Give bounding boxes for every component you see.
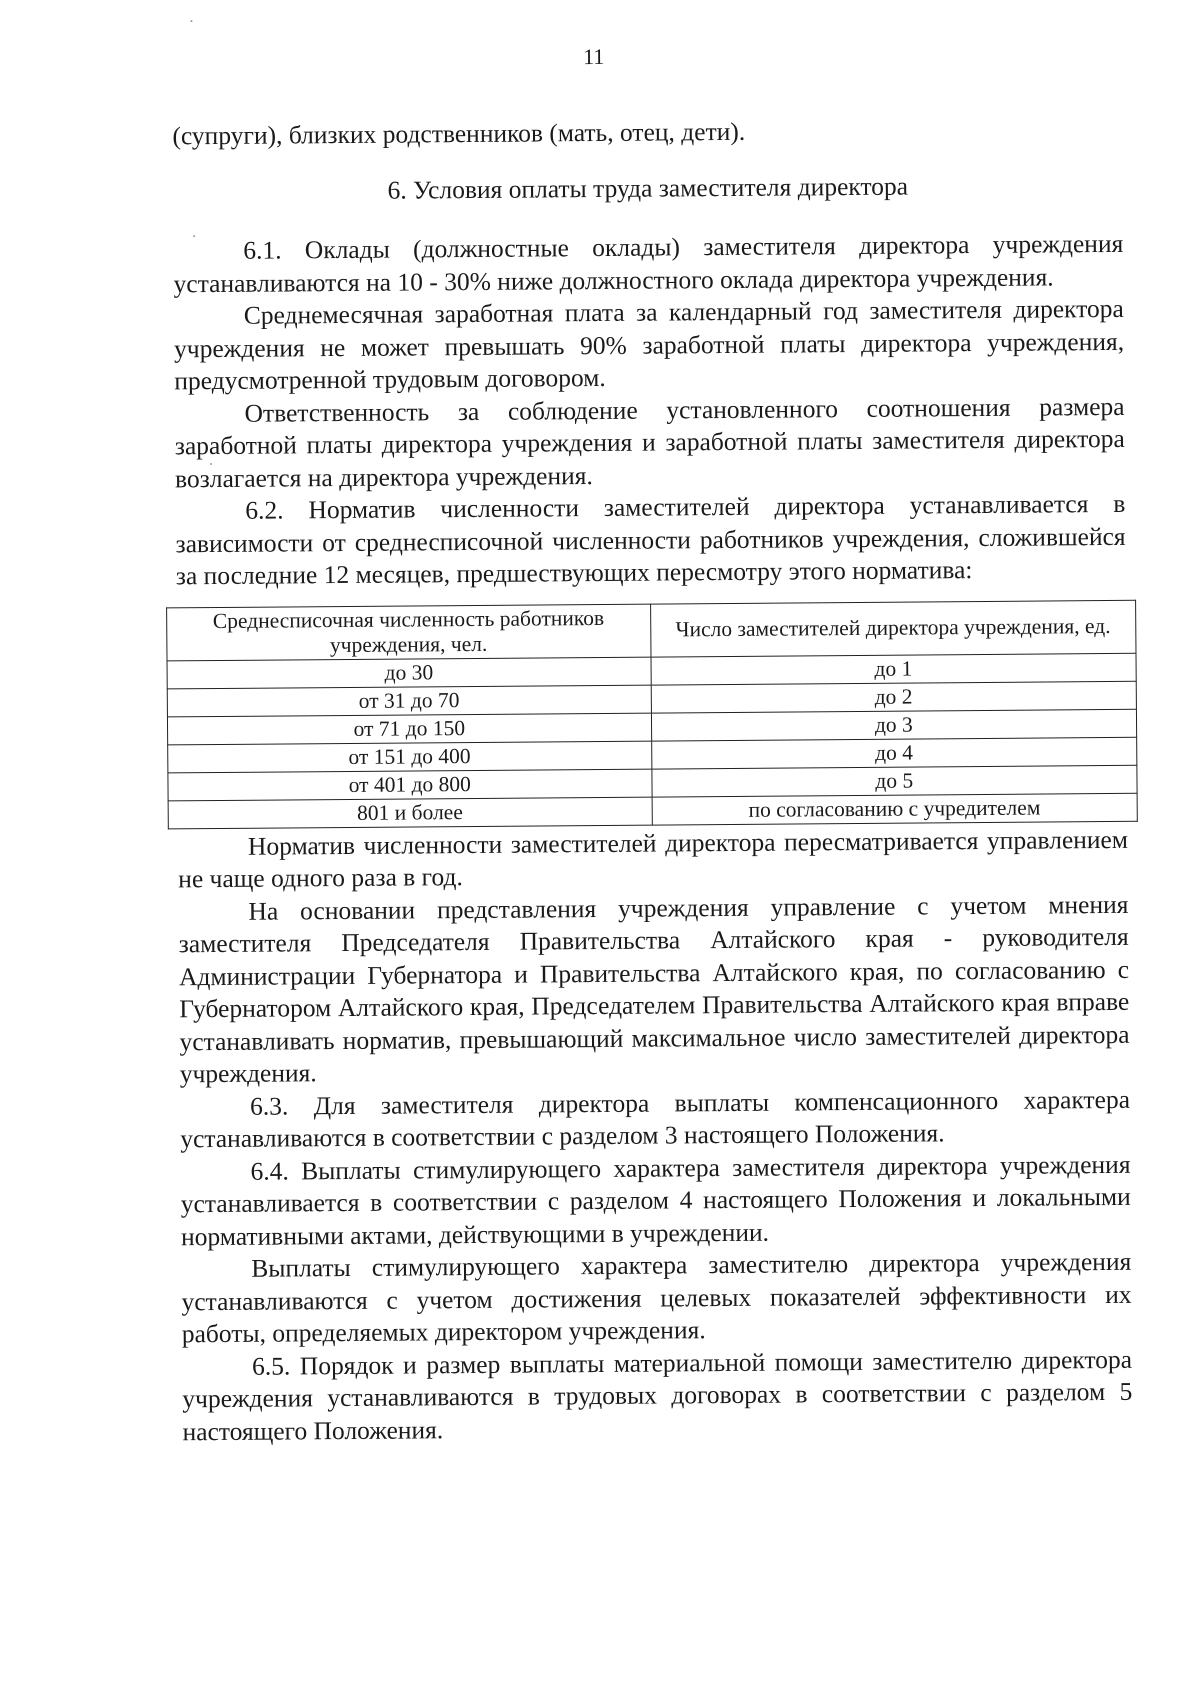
paragraph-6-4: 6.4. Выплаты стимулирующего характера заместителя директора учреждения устанавливается в соответствии с разделом 4 настоящего Положения и локальными нормативными актами, действующими в учреждении. [180,1149,1131,1251]
paragraph-6-1: 6.1. Оклады (должностные оклады) заместителя директора учреждения устанавливаются на 10 - 30% ниже должностного оклада директора учреждения. [173,228,1124,298]
table-header-headcount: Среднесписочная численность работников учреждения, чел. [167,604,651,661]
paragraph-6-3: 6.3. Для заместителя директора выплаты компенсационного характера устанавливаются в соответствии с разделом 3 настоящего Положения. [180,1084,1131,1154]
table-cell-headcount: от 31 до 70 [167,685,651,717]
paragraph-responsibility: Ответственность за соблюдение установленного соотношения размера заработной платы директора учреждения и заработной платы заместителя директора возлагается на директора учреждения. [174,391,1125,493]
table-cell-headcount: от 401 до 800 [168,769,652,801]
table-cell-headcount: от 71 до 150 [167,713,651,745]
table-header-deputies: Число заместителей директора учреждения, ед. [650,600,1136,657]
document-body [172,113,1132,1448]
paragraph-6-2: 6.2. Норматив численности заместителей директора устанавливается в зависимости от среднесписочной численности работников учреждения, сложившейся за последние 12 месяцев, предшествующих пересмотру этого норматива: [175,488,1126,591]
table-cell-deputies: до 3 [651,709,1137,741]
paragraph-exceeding-norm: На основании представления учреждения управление с учетом мнения заместителя Председателя Правительства Алтайского края - руководителя Администрации Губернатора и Правительства Алтайского края, по согласованию с Губернатором Алтайского края, Председателем Правительства Алтайского края вправе устанавливать норматив, превышающий максимальное число заместителей директора учреждения. [178,889,1130,1089]
table-cell-deputies: до 5 [651,765,1137,797]
table-cell-headcount: до 30 [167,657,651,689]
paragraph-6-5: 6.5. Порядок и размер выплаты материальной помощи заместителю директора учреждения устанавливаются в трудовых договорах в соответствии с разделом 5 настоящего Положения. [182,1344,1133,1446]
table-cell-deputies: до 2 [651,681,1137,713]
table-cell-deputies: до 1 [651,653,1137,685]
paragraph-average-salary: Среднемесячная заработная плата за календарный год заместителя директора учреждения не может превышать 90% заработной платы директора учреждения, предусмотренной трудовым договором. [173,293,1125,396]
table-cell-headcount: от 151 до 400 [168,741,652,773]
scan-speck [190,20,192,22]
paragraph-stimulus-payments: Выплаты стимулирующего характера заместителю директора учреждения устанавливаются с учетом достижения целевых показателей эффективности их работы, определяемых директором учреждения. [181,1246,1132,1349]
deputy-norm-table [166,599,1138,829]
table-cell-deputies: до 4 [651,737,1137,769]
section-heading: 6. Условия оплаты труда заместителя директора [387,171,909,205]
table-cell-headcount: 801 и более [168,797,652,829]
table-header-row [167,600,1136,661]
page-number: 11 [583,43,605,70]
table-cell-deputies: по согласованию с учредителем [652,793,1138,825]
paragraph-intro-continuation: (супруги), близких родственников (мать, отец, дети). [172,116,746,151]
paragraph-norm-review: Норматив численности заместителей директора пересматривается управлением не чаще одного раза в год. [178,824,1129,894]
